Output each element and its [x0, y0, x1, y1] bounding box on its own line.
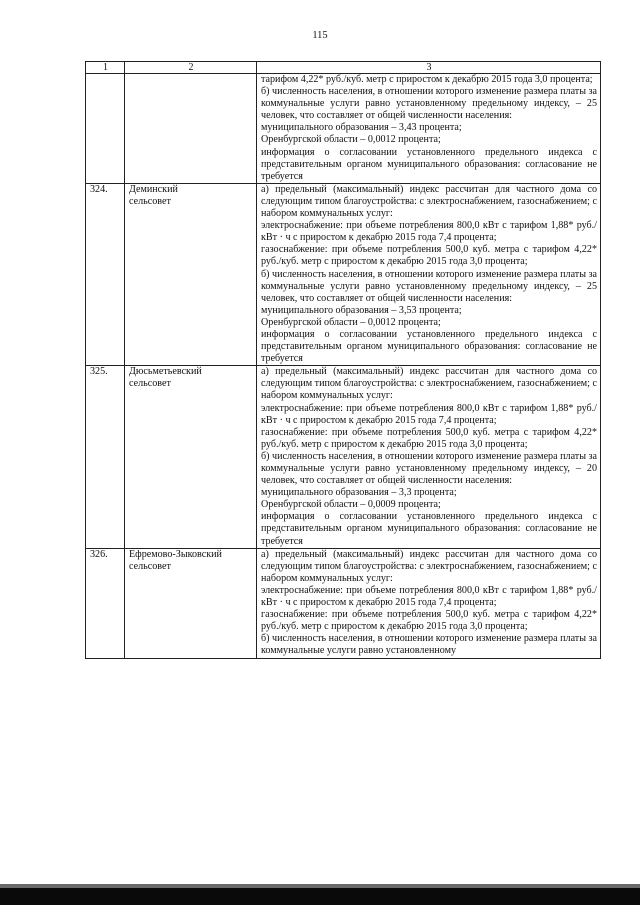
description-line: электроснабжение: при объеме потребления 800,0 кВт с тарифом 1,88* руб./кВт · ч с приростом к декабрю 2015 года 7,4 процента; — [261, 584, 597, 609]
description-line: тарифом 4,22* руб./куб. метр с приростом к декабрю 2015 года 3,0 процента; — [261, 74, 593, 85]
description-line: б) численность населения, в отношении которого изменение размера платы за коммунальные услуги равно установленному предельному индексу, – 25 человек, что составляет от общей численности населения: — [261, 86, 597, 122]
description-line: а) предельный (максимальный) индекс рассчитан для частного дома со следующим типом благоустройства: с электроснабжением, газоснабжением; с набором коммунальных услуг: — [261, 366, 597, 402]
header-col-description: 3 — [257, 62, 601, 74]
indices-table — [85, 61, 601, 659]
header-col-number: 1 — [86, 62, 125, 74]
description-line: Оренбургской области – 0,0009 процента; — [261, 499, 441, 511]
row-number: 325. — [86, 366, 125, 548]
table-row — [86, 74, 601, 184]
description-line: информация о согласовании установленного предельного индекса с представительным органом муниципального образования: согласование не требуется — [261, 146, 597, 182]
description-line: Оренбургской области – 0,0012 процента; — [261, 316, 441, 328]
municipality-name: Деминский сельсовет — [125, 183, 257, 365]
header-col-name: 2 — [125, 62, 257, 74]
description-line: информация о согласовании установленного предельного индекса с представительным органом муниципального образования: согласование не требуется — [261, 328, 597, 365]
row-number: 324. — [86, 183, 125, 365]
table-header-row — [86, 62, 601, 74]
description-line: муниципального образования – 3,53 процента; — [261, 304, 462, 316]
municipality-name: Дюсьметьевский сельсовет — [125, 366, 257, 548]
page-number: 115 — [312, 30, 328, 41]
row-number: 326. — [86, 548, 125, 658]
table-row — [86, 183, 601, 365]
table-row — [86, 366, 601, 548]
row-description — [257, 366, 601, 548]
description-line: а) предельный (максимальный) индекс рассчитан для частного дома со следующим типом благоустройства: с электроснабжением, газоснабжением; с набором коммунальных услуг: — [261, 183, 597, 220]
description-line: газоснабжение: при объеме потребления 500,0 куб. метра с тарифом 4,22* руб./куб. метр с приростом к декабрю 2015 года 3,0 процента; — [261, 244, 597, 268]
table-row — [86, 548, 601, 658]
row-description — [257, 74, 601, 184]
description-line: электроснабжение: при объеме потребления 800,0 кВт с тарифом 1,88* руб./кВт · ч с приростом к декабрю 2015 года 7,4 процента; — [261, 402, 597, 426]
description-line: б) численность населения, в отношении которого изменение размера платы за коммунальные услуги равно установленному предельному индексу, – 25 человек, что составляет от общей численности населения: — [261, 268, 597, 304]
description-line: б) численность населения, в отношении которого изменение размера платы за коммунальные услуги равно установленному предельному индексу, – 20 человек, что составляет от общей численности населения: — [261, 450, 597, 487]
description-line: информация о согласовании установленного предельного индекса с представительным органом муниципального образования: согласование не требуется — [261, 511, 597, 547]
municipality-name: Ефремово-Зыковский сельсовет — [125, 548, 257, 658]
description-line: газоснабжение: при объеме потребления 500,0 куб. метра с тарифом 4,22* руб./куб. метр с приростом к декабрю 2015 года 3,0 процента; — [261, 426, 597, 450]
row-description — [257, 548, 601, 658]
row-description — [257, 183, 601, 365]
description-line: муниципального образования – 3,3 процента; — [261, 487, 457, 499]
municipality-name — [125, 74, 257, 184]
description-line: Оренбургской области – 0,0012 процента; — [261, 134, 441, 146]
description-line: б) численность населения, в отношении которого изменение размера платы за коммунальные услуги равно установленному — [261, 633, 597, 657]
description-line: а) предельный (максимальный) индекс рассчитан для частного дома со следующим типом благоустройства: с электроснабжением, газоснабжением; с набором коммунальных услуг: — [261, 548, 597, 584]
row-number — [86, 74, 125, 184]
description-line: газоснабжение: при объеме потребления 500,0 куб. метра с тарифом 4,22* руб./куб. метр с приростом к декабрю 2015 года 3,0 процента; — [261, 609, 597, 633]
description-line: электроснабжение: при объеме потребления 800,0 кВт с тарифом 1,88* руб./кВт · ч с приростом к декабрю 2015 года 7,4 процента; — [261, 220, 597, 244]
description-line: муниципального образования – 3,43 процента; — [261, 122, 462, 134]
scan-bottom-bar — [0, 888, 640, 905]
